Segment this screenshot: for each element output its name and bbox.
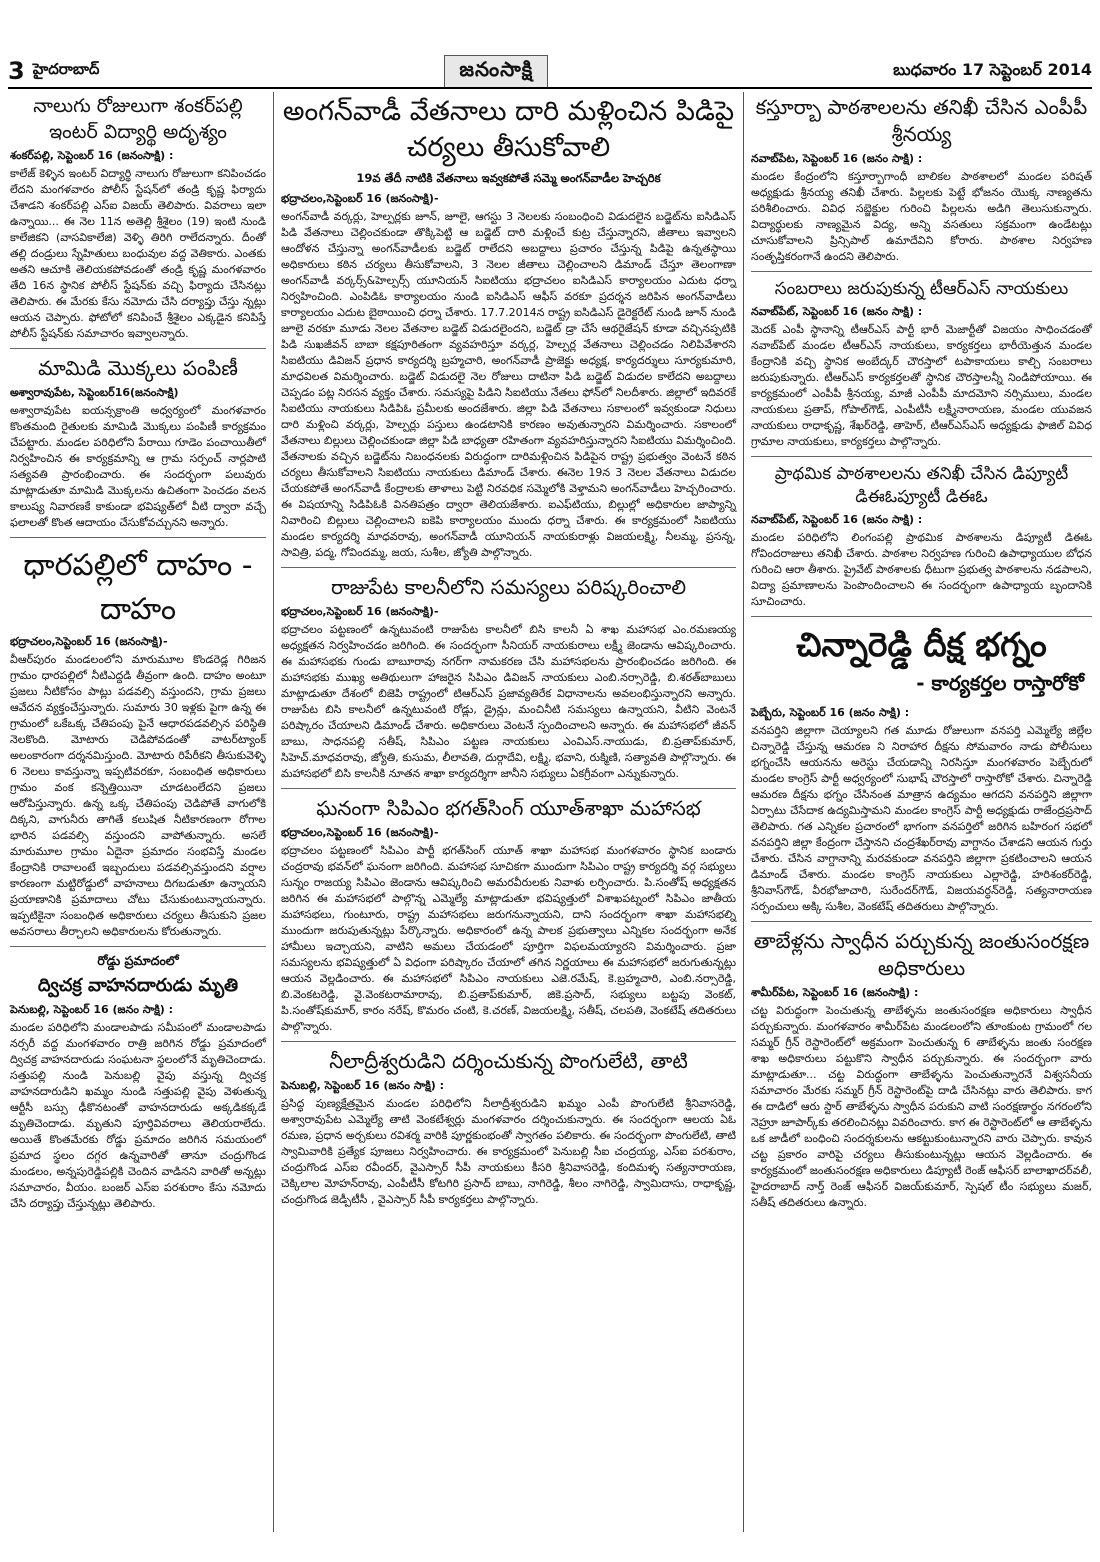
headline: ఘనంగా సిపిఎం భగత్‌సింగ్ యూత్‌శాఖా మహాసభ [316,795,701,820]
column-left [10,92,266,1218]
dateline: నవాబ్‌పేట్, సెప్టెంబర్ 16 (జనం సాక్షి) : [751,512,923,526]
page-label [8,57,100,85]
headline: అంగన్‌వాడీ వేతనాలు దారి మళ్లించిన పిడిపై చర్యలు తీసుకోవాలి [282,96,735,164]
dateline: శంకర్‌పల్లి, సెప్టెంబర్ 16 (జనంసాక్షి) : [10,149,174,163]
article-body: భద్రాచలం పట్టణంలో ఉన్నటువంటి రాజుపేట కాలనీలో బిసి కాలనీ ఏ శాఖ మహాసభ ఎం.రమణయ్య అధ్యక్షతన నిర్వహించడం జరిగింది. ఈ సందర్భంగా సీనియర్ నాయకురాలు లక్ష్మీ జెండాను ఆవిష్కరించారు. ఈ మహాసభకు గుండు బాబూరావు నగర్‌గా నామకరణ చేసి మహాసభలను ప్రారంభించడం జరిగింది. ఈ మహాసభకు ముఖ్య అతిథులుగా హాజరైన సిపిఎం డివిజన్ నాయకులు ఎంబి.నర్సారెడ్డి, బి.శరత్‌బాబులు మాట్లాడుతూ దేశంలో బిజెపి రాష్ట్రంలో టిఆర్ఎస్ ప్రజావ్యతిరేక విధానాలను అవలంభిస్తున్నారని అన్నారు. రాజుపేట బిసి కాలనీలో ఉన్నటువంటి రోడ్లు, డ్రైన్లు, మంచినీటి సమస్యలు ఉన్నాయని, వీటిని వెంటనే పరిష్కారం చేయాలని డిమాండ్ చేశారు. అధికారులు వెంటనే స్పందించాలని అన్నారు. ఈ మహాసభలో జీవన్ బాబు, సాధనపల్లి సతీష్, సిపిఎం పట్టణ నాయకులు ఎంవిఎస్.నాయుడు, బి.ప్రతాప్‌కుమార్, సిహెచ్.మాధవరావు, జ్యోతి, కుసుమ, లీలావతి, దుర్గాదేవి, లక్ష్మి, భవాని, రుక్మిణి, సత్యావతి పాల్గొన్నారు. ఈ మహాసభలో బిసి కాలనీకి నూతన శాఖా కార్యదర్శిగా జానీని సభ్యులు ఏకగ్రీవంగా ఎన్నుకున్నారు. [281,622,736,780]
article-tortoise-seizure [751,928,1092,1211]
edition-city: హైదరాబాద్ [32,60,100,78]
page-number: 3 [8,57,25,85]
kicker: రోడ్డు ప్రమాదంలో [97,953,179,969]
article-separator [10,537,266,538]
dateline: శామీర్‌పేట, సెప్టెంబర్ 16 (జనంసాక్షి) : [751,986,919,1000]
article-anganwadi-wages [281,94,736,561]
headline: ప్రాథమిక పాఠశాలలను తనిఖీ చేసిన డిప్యూటీ డిఈఓప్యూటీ డిఈఓ [774,463,1069,507]
headline: నీలాద్రీశ్వరుడిని దర్శించుకున్న పొంగులేటి, తాటి [329,1048,688,1073]
article-neeladri-temple-visit [281,1048,736,1208]
article-separator [281,788,736,789]
subheadline: 19వ తేదీ నాటికి వేతనాలు ఇవ్వకపోతే సమ్మె అంగన్‌వాడీల హెచ్చరిక [356,170,661,185]
article-body: మెదక్ ఎంపీ స్థానాన్ని టీఆర్ఎస్ పార్టీ భారీ మెజార్టీతో విజయం సాధించడంతో నవాబ్‌పేట్ మండల టీఆర్ఎస్ నాయకులు, కార్యకర్తలు భారీయెత్తున మండల కేంద్రానికి వచ్చి స్థానిక అంబేద్కర్ చౌరస్తాలో టపాకాయలు కాల్చి సంబరాలు జరుపుకున్నారు. టీఆర్ఎస్ కార్యకర్తలతో స్థానిక చౌరస్తాలన్నీ నిండిపోయాయి. ఈ కార్యక్రమంలో ఎంపీపీ శ్రీనయ్య, మాజీ ఎంపీపీ మాదమోని నర్సిములు, మండల నాయకులు ప్రతాప్, గోపాల్‌గౌడ్, ఎంపీటీసీ లక్ష్మీనారాయణ, మండల యువజన నాయకులు రాధాకృష్ణ, శేఖర్‌రెడ్డి, తాహెర్, టీఆర్ఎస్ఎస్ అధ్యక్షుడు ఫాజిల్ వివిధ గ్రామాల నాయకులు, కార్యకర్తలు పాల్గొన్నారు. [751,322,1092,448]
dateline: భద్రాచలం,సెప్టెంబర్ 16 (జనంసాక్షి)- [10,635,168,649]
masthead [8,56,1092,86]
article-body: చట్ట విరుద్ధంగా పెంచుతున్న తాబేళ్ళను జంతుసంరక్షణ అధికారులు స్వాధీన పర్చుకున్నారు. మంగళవారం శామీర్‌పేట మండలంలోని తూంకుంట గ్రామంలో గల సమ్మర్ గ్రీన్ రెస్టారెంట్‌లో అక్రమంగా పెంచుతున్న 6 తాబేళ్ళను జంతు సంరక్షణ శాఖ అధికారులు పట్టుకొని స్వాధీన పర్చుకున్నారు. ఈ సందర్భంగా వారు మాట్లాడుతూ... చట్ట విరుద్ధంగా తాబేళ్ళను పెంచుతున్నారనే విశ్వసనీయ సమాచారం మేరకు సమ్మర్ గ్రీన్ రెస్టారెంట్‌పై దాడి చేసినట్లు వారు తెలిపారు. కాగ ఈ దాడిలో ఆరు స్టార్ తాబేళ్ళను స్వాధీన పరుకుని వాటి సంరక్షణార్థం నగరంలోని నెహ్రూ జూపార్క్‌కు తరలించినట్లు వివరించారు. కాగ ఈ రెస్టారెంట్‌లో ఆ తాబేళ్ళను ఒక జాడీలో బంధించి సందర్శకులను ఆకట్టుకుంటున్నారని వారు చెప్పారు. కావున చట్ట ప్రకారం వారిపై చర్యలు తీసుకుంటున్నట్లు ఆయన వెల్లడించారు. ఈ కార్యక్రమంలో జంతుసంరక్షణ అధికారులు డిప్యూటీ రెంజ్ ఆఫీసర్ బాలాఖాదర్‌వలీ, హైదరాబాద్ నార్త్ రెంజ్ ఆఫీసర్ విజయ్‌కుమార్, స్పెషల్ టీం సభ్యులు మజర్, సతీష్ తదితరులు ఉన్నారు. [751,1004,1092,1210]
dateline: నవాబ్‌పేట్, సెప్టెంబర్ 16 (జనం సాక్షి) : [751,304,923,318]
article-primary-school-inspection [751,463,1092,610]
headline: మామిడి మొక్కలు పంపిణీ [38,356,238,381]
article-separator [751,456,1092,457]
column-right [751,92,1092,1217]
article-mango-saplings [10,355,266,531]
article-cpm-youth-meeting [281,795,736,1035]
article-separator [10,946,266,947]
newspaper-logo: జనంసాక్షి [444,55,548,88]
dateline: పెబ్బేరు, సెప్టెంబర్ 16 (జనం సాక్షి) : [751,706,910,720]
article-road-accident [10,953,266,1211]
kicker: - కార్యకర్తల రాస్తారోకో [916,671,1084,696]
headline: ధారపల్లిలో దాహం - దాహం [23,548,253,627]
article-body: భద్రాచలం పట్టణంలో సిపిఎం పార్టీ భగత్‌సింగ్ యూత్ శాఖా మహాసభ మంగళవారం స్థానిక బండారు చంద్రరావు భవన్‌లో ఘనంగా జరిగింది. మహాసభ సూచికగా ముందుగా సిపిఎం రాష్ట్ర కార్యదర్శి వర్గ సభ్యులు సున్నం రాజయ్య సిపిఎం జెండాను ఆవిష్కరించి అమరవీరులకు నివాళు లర్పించారు. పి.సంతోష్ అధ్యక్షతన జరిగిన ఈ మహాసభలో పాల్గొన్న ఎమ్మెల్యే మాట్లాడుతూ భవిష్యత్తులో విశాఖపట్నంలో సిపిఎం జాతీయ మహాసభలు, గుంటూరు, రాష్ట్ర మహాసభలు జరుగనున్నాయని, దాని సందర్భంగా శాఖా మహాసభల్ని ముందుగా జరుపుతున్నట్లు పేర్కొన్నారు. అధికారంలో ఉన్న పాలక ప్రభుత్వాలు ఎన్నికల సందర్భంగా అనేక హామీలు ఇచ్చాయని, వాటిని అమలు చేయడంలో పూర్తిగా విఫలమయ్యారని విమర్శించారు. ప్రజా సమస్యలను భవిష్యత్తులో ఏ విధంగా పరిష్కారం చేయాలో తగిన నిర్ణయాలు ఈ మహాసభలో జరుగుతున్నట్లు ఆయన వెల్లడించారు. ఈ మహాసభలో సిపిఎం నాయకులు ఎజె.రమేష్, కె.బ్రహ్మచారి, ఎంబి.నర్సారెడ్డి, బి.వెంకటరెడ్డి, వై.వెంకటరామారావు, బి.ప్రతాప్‌కుమార్, జికె.ప్రసాద్, సభ్యులు బట్టపు వెంకట్, పి.సంతోష్‌కుమార్, కారం నరేష్, కొమరం చంటి, కె.చరణ్, విజయలక్ష్మి, సతీష్, చలపతి, వెంకటేష్ తదితరులు పాల్గొన్నారు. [281,843,736,1033]
dateline: పెనుబల్లి, సెప్టెంబర్ 16 (జనం సాక్షి) : [10,1002,174,1016]
article-body: మండల కేంద్రంలోని కస్తూర్బాగాంధీ బాలికల పాఠశాలలో మండల పరిషత్ అధ్యక్షుడు శ్రీనయ్య తనిఖీ చేశారు. పిల్లలకు పెట్టే భోజనం యొక్క నాణ్యతను పరిశీలించారు. వివిధ సబ్జెక్టుల గురించి పిల్లలను అడిగి తెలుసుకున్నారు. విద్యార్థులకు నాణ్యమైన విద్య, అన్ని వసతులు సక్రమంగా ఉండేటట్లు చూసుకోవాలని ప్రిన్సిపాల్ ఉమాదేవిని కోరారు. పాఠశాల నిర్వహణ సంతృప్తికరంగానే ఉందని తెలిపారు. [751,170,1092,263]
article-trs-celebrations [751,278,1092,450]
article-body: అశ్వారావుపేట ఐయన్సక్రాంతి అధ్వర్యంలో మంగళవారం కొంతమంది రైతులకు మామిడి మొక్కలు పంపిణీ కార్యక్రమం చేపట్టారు. మండల పరిధిలోని పేరాయి గూడెం పంచాయితీలో నిర్వహించిన ఈ కార్యక్రమాన్ని ఆ గ్రామ సర్పంచ్ నార్లపాటి సత్యవతి ప్రారంభించారు. ఈ సందర్భంగా పలువురు మాట్లాడుతూ మామిడి మొక్కలను ఉచితంగా పెంచడం వలన కాలుష్య నివారణకే కాకుండా భవిష్యత్‌లో వీటి ద్వారా వచ్చే ఫలాలతో కొంత ఆదాయం చేసుకోవచ్చునని అన్నారు. [10,404,266,530]
column-divider [273,92,274,1532]
dateline: నవాబ్‌పేట, సెప్టెంబర్ 16 (జనం సాక్షి) : [751,152,923,165]
article-body: ప్రసిద్ధ పుణ్యక్షేత్రమైన మండల పరిధిలోని నీలాద్రీశ్వరుడిని ఖమ్మం ఎంపీ పొంగులేటి శ్రీనివాసరెడ్డి, అశ్వారావుపేట ఎమ్మెల్యే తాటి వెంకటేశ్వర్లు మంగళవారం దర్శించుకున్నారు. ఈ సందర్భంగా ఆలయ ఏఓ రమణ, ప్రధాన అర్చకులు రవిశర్మ వారికి పూర్ణకుంభంతో స్వాగతం పలికారు. ఈ సందర్భంగా పొంగులేటి, తాటి స్వామివారికి ప్రత్యేక పూజలు నిర్వహించారు. ఈ కార్యక్రమంలో పెనుబల్లి సీఐ చంద్రయ్య, ఎస్ఐ పరశురాం, చంద్రుగొండ ఎస్ఐ రవీందర్, వైఎస్సార్ సీపీ నాయకులు కీసరి శ్రీనివాసరెడ్డి, కందిమళ్ళ సత్యనారాయణ, చెక్కిలాల మోహన్‌రావు, ఎంపీటీసీ కోటగిరి ప్రసాద్ బాబు, నాగిరెడ్డి, శీలం నాగిరెడ్డి, స్వామిదాసు, రాధాకృష్ణ, చంద్రుగొండ జెడ్పీటీసీ , వైఎస్సార్ సీపీ కార్యకర్తలు పాల్గొన్నారు. [281,1096,736,1206]
column-middle [281,92,736,1214]
headline: చిన్నారెడ్డి దీక్ష భగ్నం [796,624,1047,664]
article-body: మండల పరిధిలోని మండాలపాడు సమీపంలో మండాలపాడు నర్సరీ వద్ద మంగళవారం రాత్రి జరిగిన రోడ్డు ప్రమాదంలో ద్విచక్ర వాహనదారుడు సంఘటనా స్థలంలోనే మృతిచెందాడు. సత్తుపల్లి నుండి పెనుబల్లి వైపు వస్తున్న ద్విచక్ర వాహనదారుడిని ఖమ్మం నుండి సత్తుపల్లి వైపు వెళుతున్న ఆర్టీసీ బస్సు ఢీకొనటంతో వాహనదారుడు అక్కడికక్కడే మృతిచెందాడు. మృతుని పూర్తివివరాలు తెలియరాలేదు. అయితే కొంతమేరకు రోడ్డు ప్రమాదం జరిగిన సమయంలో ప్రమాద స్థలం దగ్గర ఉన్నవారితో తానూ చంద్రుగొండ మండలం, అన్నపురెడ్డిపల్లికి చెందిన వాడినని వారితో అన్నట్లు సమాచారం, వీయం. బంజర్ ఎస్ఐ పరశురాం కేసు నమోదు చేసి దర్యాప్తు చేస్తున్నట్లు తెలిపారు. [10,1020,266,1210]
article-body: వనపర్తిని జిల్లాగా చెయ్యాలని గత మూడు రోజులుగా వనపర్తి ఎమ్మెల్యే జిల్లేల చిన్నారెడ్డి చేస్తున్న ఆమరణ ని నిరాహార దీక్షను సోమవారం నాడు పోలీసులు భగ్నంచేసి ఆయనను అరెస్టు చేయడాన్ని నిరసిస్తూ మంగళవారం పెబ్బేరులో మండల కాంగ్రెస్ పార్టీ అధ్వర్యంలో సుభాష్ చౌరస్తాలో రాస్తారోకో చేశారు. చిన్నారెడ్డి ఆమరణ దీక్షను భగ్నం చేసినంత మాత్రాన ఉద్యమం ఆగదని వనపర్తిని జిల్లాగా ఏర్పాటు చేసేదాక ఉద్యమిస్తామని మండల కాంగ్రెస్ పార్టీ అధ్యక్షుడు రాజేంద్రప్రసాద్ తెలిపారు. గత ఎన్నికల ప్రచారంలో భాగంగా వనపర్తిలో జరిగిన బహిరంగ సభలో వనపర్తిని జిల్లా కేంద్రంగా చేస్తానని చంద్రశేఖర్‌రావు వాగ్దానం చేశాడని ఆయన గుర్తు చేశారు. చేసిన వాగ్దానాన్ని మరవకుండా వనపర్తిని జిల్లాగా ప్రకటించాలని ఆయన డిమాండ్ చేశారు. మండల కాంగ్రెస్ నాయకులు ఎల్లారెడ్డి, హరిశంకర్‌రెడ్డి, శ్రీనివాస్‌గౌడ్, వీరభోజాచారి, సురేందర్‌గౌడ్, విజయవర్ధన్‌రెడ్డి, సత్యనారాయణ సర్పంచులు అక్కి సుశీల, వెంకటేష్ తదితరులు పాల్గొన్నారు. [751,724,1092,914]
headline: కస్తూర్బా పాఠశాలలను తనిఖీ చేసిన ఎంపీపీ శ్రీనయ్య [755,95,1088,146]
article-body: మండల పరిధిలోని లింగంపల్లి ప్రాథమిక పాఠశాలను డిప్యూటీ డిఈఓ గోవిందరాజులు తనిఖీ చేశారు. పాఠశాల నిర్వహణ గురించి ఉపాధ్యాయుల బోధన గురించి ఆరా తీశారు. ప్రైవేట్ పాఠశాలకు ధీటుగా ప్రభుత్వ పాఠశాలను నడపాలని, విద్యా ప్రమాణాలను పెంపొందించాలని ఈ సందర్భంగా ఉపాధ్యాయ బృందానికి సూచించారు. [751,530,1092,608]
dateline: పెనుబల్లి, సెప్టెంబర్ 16 (జనం సాక్షి) : [281,1078,445,1092]
article-rajupeta-colony [281,574,736,782]
article-dharapalli-thirst [10,544,266,940]
headline: సంబరాలు జరుపుకున్న టీఆర్ఎస్ నాయకులు [774,279,1069,299]
issue-date: బుధవారం 17 సెప్టెంబర్ 2014 [893,59,1092,79]
headline: రాజుపేట కాలనీలోని సమస్యలు పరిష్కరించాలి [330,574,686,599]
article-kasturba-inspection [751,94,1092,265]
headline: తాబేళ్లను స్వాధీన పర్చుకున్న జంతుసంరక్షణ అధికారులు [753,929,1090,981]
article-body: వీఆర్‌పురం మండలంలోని మారుమూల కొండరెడ్ల గిరిజన గ్రామం ధారపల్లిలో నీటిఎద్దడి తీవ్రంగా ఉంది. దాహం అంటూ ప్రజలు నీటికోసం పాట్లు పడవల్సి వస్తుందని, గ్రామ ప్రజలు ఆవేదన వ్యక్తంచేస్తున్నారు. సుమారు 30 ఇళ్లకు పైగా ఉన్న ఈ గ్రామంలో ఒకేఒక్క చేతిపంపు పైనే ఆధారపడవల్సిన పరిస్థితి నెలకొంది. మోటారు చెడిపోవడంతో వాటర్‌ట్యాంక్ అలంకారంగా దర్శనమిస్తుంది. మోటారు రిపేరీకని తీసుకువెళ్ళి 6 నెలలు కావస్తున్నా ఇప్పటివరకూ, సంబంధిత అధికారులు గ్రామం వంక కన్నెత్తియినా చూడటంలేదని ప్రజలు ఆరోపిస్తున్నారు. ఉన్న ఒక్క చేతిపంపు చెడిపోతే వాగులోకి దిక్కని, వాగునీరు తాగితే కలుషిత నీటికారణంగా రోగాల భారిన పడవల్సి వస్తుందని వాపోతున్నారు. అసలే మారుమూల గ్రామం ఏదైనా ప్రమాదం సంభవిస్తే మండల కేంద్రానికి రావాలంటే ఇబ్బందులు పడవల్సివస్తుందని వర్షాల కారణంగా మట్టిరోడ్డులో వాహనాలు దిగబడుతూ ఉన్నాయని ప్రయాణానికి ప్రమాదాలు చోటు చేసుకుంటున్నాయన్నారు. ఇప్పటికైనా సంబంధిత అధికారులు చర్యలు తీసుకుని ప్రజల అవసరాలు తీర్చాలని అధికారులను కోరుతున్నారు. [10,653,266,939]
article-chinnareddy-deeksha [751,623,1092,916]
masthead-rule [8,87,1092,89]
dateline: భద్రాచలం,సెప్టెంబర్ 16 (జనంసాక్షి)- [281,604,439,618]
article-body: అంగన్‌వాడీ వర్కర్లు, హెల్పర్లకు జూన్, జూలై, ఆగస్టు 3 నెలలకు సంబంధించి విడుదలైన బడ్జెట్‌ను ఐసిడిఎస్ పిడి వేతనాలు చెల్లించకుండా తొక్కిపెట్టి ఆ బడ్జెట్ దారి మళ్లించే కుట్ర చేస్తున్నారని, జీతాలు ఇవ్వాలని ఆందోళన చేస్తున్నా అంగన్‌వాడీలకు బడ్జెట్ రాలేదని అబద్దాలు ప్రచారం చేస్తున్న పిడిపై ఉన్నతస్థాయి అధికారులు కఠిన చర్యలు తీసుకోవాలని, 3 నెలల జీతాలు చెల్లించాలని డిమాండ్ చేస్తూ తెలంగాణా అంగన్‌వాడీ వర్కర్స్&హెల్పర్స్ యూనియన్ సిఐటియు భద్రాచలం ఐసిడిఎస్ కార్యాలయం ఎదుట ధర్నా నిర్వహించింది. ఎంపిడిఓ కార్యాలయం నుండి ఐసిడిఎస్ ఆఫీస్ వరకూ ప్రదర్శన జరిపిన అంగన్‌వాడీలు కార్యాలయం ఎదుట బైఠాయించి ధర్నా చేశారు. 17.7.2014న రాష్ట్ర ఐసిడిఎస్ డైరెక్టరేట్ నుండి జూన్ నుండి జూలై వరకూ మూడు నెలల వేతనాల బడ్జెట్ విడుదలైందని, బడ్జెట్ డ్రా చేసే ఆథరైజేషన్ కూడా వచ్చినప్పటికి పిడి సుఖజీవన్ బాబా కక్షపూరితంగా వ్యవహరిస్తూ వర్కర్ల, హెల్పర్ల వేతనాలు చెల్లించడం నిలిపివేశారని సిఐటియు డివిజన్ ప్రధాన కార్యదర్శి బ్రహ్మచారి, అంగన్‌వాడీ ప్రాజెక్టు అధ్యక్ష, కార్యదర్శులు సూర్యకుమారి, మాధవిలత విమర్శించారు. బడ్జెట్ విడుదలై నెల రోజులు దాటినా పిడి బడ్జెట్ విడుదల కాలేదని అబద్దాలు చెప్పడం పట్ల నిరసన వ్యక్తం చేశారు. సమస్యపై పిడిని సిఐటియు నేతలు ఫోన్‌లో నిలదీశారు. జిల్లాలో ఇదివరకే సిఐటియు నాయకులు సిడిపిఓ ప్రమీలకు అందజేశారు. జిల్లా పిడి వేతనాలు సకాలంలో ఇవ్వకుండా నిధులు దారి మళ్లించి వర్కర్లు, హెల్పర్లు పస్తులు ఉండటానికి కారణం అవుతున్నారని విమర్శించారు. సకాలంలో వేతనాలు బిల్లులు చెల్లించకుండా జిల్లా పిడి బాధ్యతా రహితంగా వ్యవహరిస్తున్నారని సిఐటియు విమర్శించింది. వేతనాలకు వచ్చిన బడ్జెట్‌ను నిబంధనలకు విరుద్ధంగా దారిమళ్లించిన పిడిపైన రాష్ట్ర ప్రభుత్వం వెంటనే కఠిన చర్యలు తీసుకోవాలని సిఐటియు నాయకులు డిమాండ్ చేశారు. ఈనెల 19న 3 నెలల వేతనాలు విడుదల చేయకపోతే అంగన్‌వాడీ కేంద్రాలకు తాళాలు పెట్టి నిరవధిక సమ్మెలోకి వెళ్తామని అంగన్‌వాడీలు హెచ్చరించారు. ఈ విషయాన్ని సిడిపిఓకి వినతిపత్రం ద్వారా తెలియజేశారు. ఐఎఫ్‌టియు, బిల్లుల్లో అధికారుల జాప్యాన్ని నివారించి బిల్లులు చెల్లించాలని ఐకెపి కార్యాలయం ముందు ధర్నా చేశారు. ఈ కార్యక్రమంలో సిఐటియు మండల కార్యదర్శి మాధవరావు, అంగన్‌వాడీ యూనియన్ నాయకురాళ్లు విజయలక్ష్మి, నీలమ్మ, ప్రసన్న, సావిత్రి, పద్మ, గోవిందమ్మ, జయ, సుశీల, జ్యోతి పాల్గొన్నారు. [281,209,736,559]
article-separator [751,271,1092,272]
article-separator [751,616,1092,617]
dateline: భద్రాచలం,సెప్టెంబర్ 16 (జనంసాక్షి)- [281,825,439,839]
headline: ద్విచక్ర వాహనదారుడు మృతి [37,975,239,997]
article-separator [751,921,1092,922]
column-divider [743,92,744,1532]
article-missing-student [10,94,266,342]
article-separator [281,567,736,568]
article-separator [10,348,266,349]
dateline: అశ్వారావుపేట, సెప్టెంబర్16(జనంసాక్షి) [10,386,179,400]
article-separator [281,1041,736,1042]
dateline: భద్రాచలం,సెప్టెంబర్ 16 (జనంసాక్షి)- [281,191,439,205]
headline: నాలుగు రోజులుగా శంకర్‌పల్లి ఇంటర్ విద్యార్థి అదృశ్యం [33,95,243,143]
article-body: కాలేజ్ కెళ్ళిన ఇంటర్ విద్యార్థి నాలుగు రోజులుగా కనిపించడం లేదని మంగళవారం పోలీస్ స్టేషన్‌లో తండ్రి కృష్ణ ఫిర్యాదు చేశాడని శంకర్‌పల్లి ఎస్ఐ విజయ్ తెలిపారు. వివరాలు ఇలా ఉన్నాయి... ఈ నెల 11న అతెల్లి శ్రీశైలం (19) ఇంటి నుండి కాలేజికని (వాసవికాలేజి) వెళ్ళి తిరిగి రాలేదన్నారు. దీంతో తల్లి దండ్రులు స్నేహితులు బంధువుల వద్ద వెతికారు. ఎంతకు అతని ఆచూకి తెలియకపోవడంతో తండ్రి కృష్ణ మంగళవారం తేది 16న స్థానిక పోలీస్ స్టేషన్‌కు వచ్చి ఫిర్యాదు చేసినట్లు తెలిపారు. ఈ మేరకు కేసు నమోదు చేసి దర్యాప్తు చేస్తు న్నట్లు ఆయన చెప్పారు. ఫోటోలో కనిపించే శ్రీశైలం ఎక్కడైన కనిపిస్తే పోలీస్ స్టేషన్‌కు సమాచారం ఇవ్వాలన్నారు. [10,167,266,341]
